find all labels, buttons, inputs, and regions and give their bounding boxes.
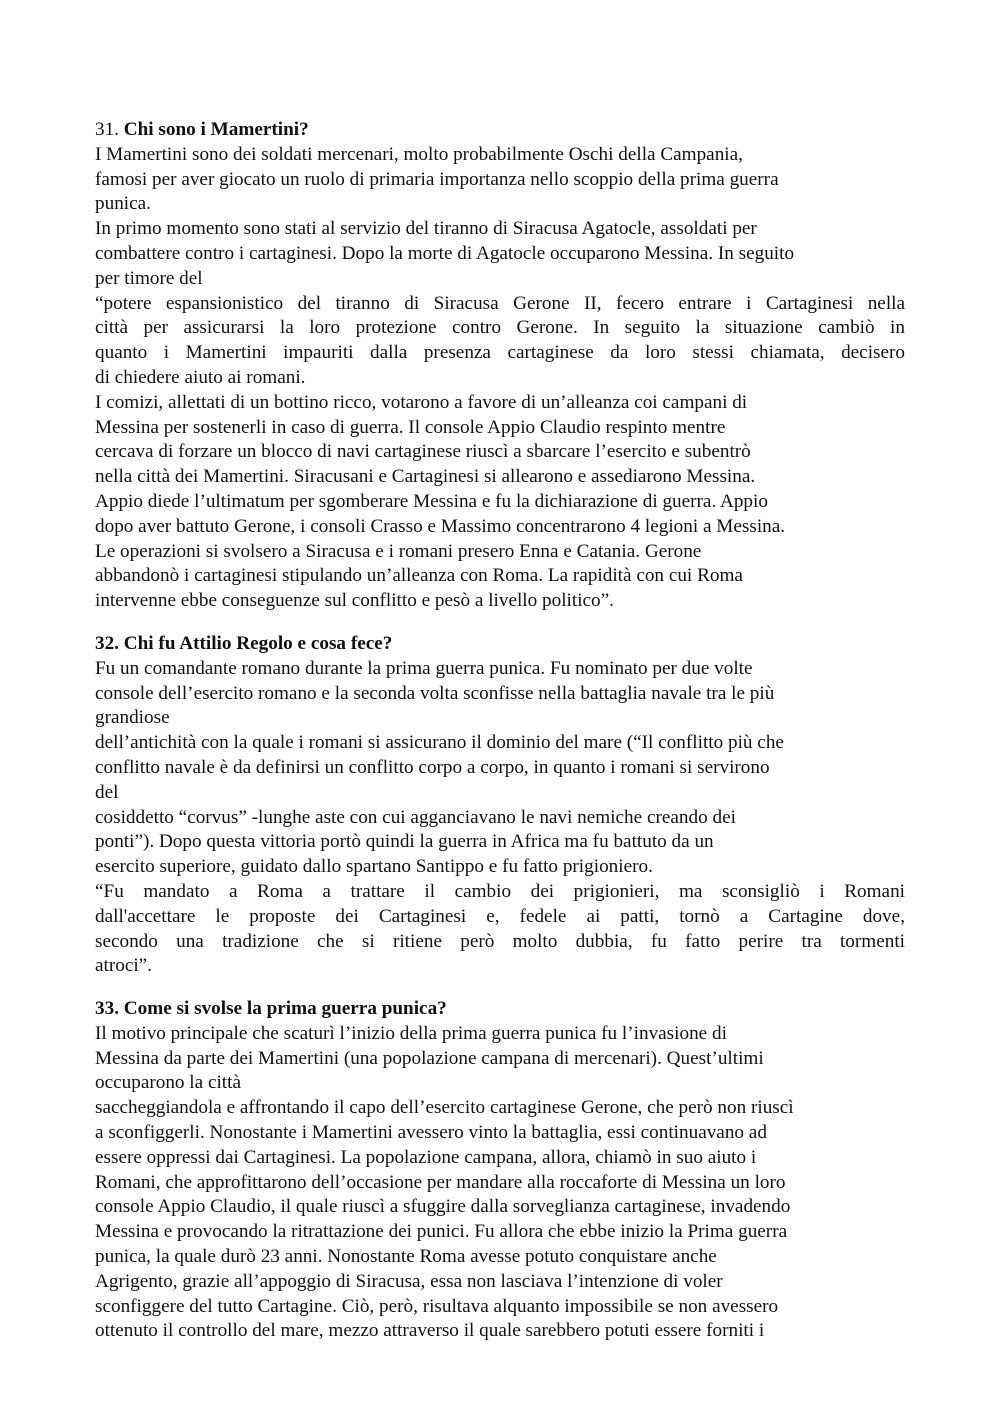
paragraph-line: di chiedere aiuto ai romani. [95, 366, 306, 388]
paragraph-line: dell’antichità con la quale i romani si assicurano il dominio del mare (“Il conflitto più che [95, 732, 784, 754]
section-title: 33. Come si svolse la prima guerra punica? [95, 998, 447, 1020]
paragraph-line: dall'accettare le proposte dei Cartaginesi e, fedele ai patti, tornò a Cartagine dove, [95, 905, 905, 927]
paragraph-line: Il motivo principale che scaturì l’inizio della prima guerra punica fu l’invasione di [95, 1022, 727, 1044]
paragraph-line: sconfiggere del tutto Cartagine. Ciò, però, risultava alquanto impossibile se non avessero [95, 1295, 779, 1317]
paragraph-line: intervenne ebbe conseguenze sul conflitto e pesò a livello politico”. [95, 590, 614, 612]
paragraph-line: In primo momento sono stati al servizio del tiranno di Siracusa Agatocle, assoldati per [95, 218, 757, 240]
paragraph-line: nella città dei Mamertini. Siracusani e Cartaginesi si allearono e assediarono Messina. [95, 466, 756, 488]
paragraph-line: cercava di forzare un blocco di navi cartaginese riuscì a sbarcare l’esercito e subentrò [95, 441, 751, 463]
paragraph-line: città per assicurarsi la loro protezione contro Gerone. In seguito la situazione cambiò in [95, 317, 905, 339]
paragraph-line: ponti”). Dopo questa vittoria portò quindi la guerra in Africa ma fu battuto da un [95, 831, 714, 853]
section-heading [95, 118, 915, 143]
paragraph-line: famosi per aver giocato un ruolo di primaria importanza nello scoppio della prima guerra [95, 168, 779, 190]
paragraph-line: Fu un comandante romano durante la prima guerra punica. Fu nominato per due volte [95, 657, 753, 679]
section-31 [95, 118, 915, 614]
paragraph-line: Messina e provocando la ritrattazione dei punici. Fu allora che ebbe inizio la Prima guerra [95, 1221, 788, 1243]
paragraph-line: saccheggiandola e affrontando il capo dell’esercito cartaginese Gerone, che però non riuscì [95, 1097, 794, 1119]
paragraph-line: per timore del [95, 267, 203, 289]
section-32 [95, 632, 915, 979]
section-33 [95, 997, 915, 1344]
paragraph-line: punica. [95, 193, 151, 215]
paragraph-line: punica, la quale durò 23 anni. Nonostante Roma avesse potuto conquistare anche [95, 1246, 717, 1268]
paragraph-line: cosiddetto “corvus” -lunghe aste con cui agganciavano le navi nemiche creando dei [95, 806, 736, 828]
section-spacer [95, 614, 915, 632]
paragraph-line: console dell’esercito romano e la seconda volta sconfisse nella battaglia navale tra le più [95, 682, 775, 704]
section-number: 31. [95, 119, 119, 140]
paragraph-line: essere oppressi dai Cartaginesi. La popolazione campana, allora, chiamò in suo aiuto i [95, 1146, 757, 1168]
paragraph-line: combattere contro i cartaginesi. Dopo la morte di Agatocle occuparono Messina. In seguito [95, 242, 795, 264]
section-title: Chi sono i Mamertini? [123, 119, 309, 140]
paragraph-line: I Mamertini sono dei soldati mercenari, molto probabilmente Oschi della Campania, [95, 143, 743, 165]
paragraph-line: dopo aver battuto Gerone, i consoli Crasso e Massimo concentrarono 4 legioni a Messina. [95, 515, 786, 537]
paragraph-line: quanto i Mamertini impauriti dalla presenza cartaginese da loro stessi chiamata, decisero [95, 342, 905, 364]
paragraph-line: Appio diede l’ultimatum per sgomberare Messina e fu la dichiarazione di guerra. Appio [95, 490, 768, 512]
paragraph-line: atroci”. [95, 955, 152, 977]
paragraph-line: console Appio Claudio, il quale riuscì a sfuggire dalla sorveglianza cartaginese, invadendo [95, 1196, 791, 1218]
paragraph-line: occuparono la città [95, 1072, 241, 1094]
paragraph-line: conflitto navale è da definirsi un conflitto corpo a corpo, in quanto i romani si servirono [95, 756, 770, 778]
paragraph-line: abbandonò i cartaginesi stipulando un’alleanza con Roma. La rapidità con cui Roma [95, 565, 743, 587]
paragraph-line: Le operazioni si svolsero a Siracusa e i romani presero Enna e Catania. Gerone [95, 540, 702, 562]
section-heading [95, 997, 915, 1022]
section-heading [95, 632, 915, 657]
paragraph-line: Messina da parte dei Mamertini (una popolazione campana di mercenari). Quest’ultimi [95, 1047, 764, 1069]
section-spacer [95, 979, 915, 997]
paragraph-line: del [95, 781, 119, 803]
text-column [95, 118, 915, 1344]
paragraph-line: Romani, che approfittarono dell’occasione per mandare alla roccaforte di Messina un loro [95, 1171, 786, 1193]
section-title: 32. Chi fu Attilio Regolo e cosa fece? [95, 632, 393, 654]
paragraph-line: “Fu mandato a Roma a trattare il cambio dei prigionieri, ma sconsigliò i Romani [95, 880, 905, 902]
paragraph-line: Messina per sostenerli in caso di guerra. Il console Appio Claudio respinto mentre [95, 416, 726, 438]
paragraph-line: Agrigento, grazie all’appoggio di Siracusa, essa non lasciava l’intenzione di voler [95, 1270, 723, 1292]
paragraph-line: esercito superiore, guidato dallo spartano Santippo e fu fatto prigioniero. [95, 856, 653, 878]
paragraph-line: ottenuto il controllo del mare, mezzo attraverso il quale sarebbero potuti essere forniti i [95, 1320, 765, 1342]
paragraph-line: I comizi, allettati di un bottino ricco, votarono a favore di un’alleanza coi campani di [95, 391, 748, 413]
paragraph-line: “potere espansionistico del tiranno di Siracusa Gerone II, fecero entrare i Cartaginesi nella [95, 292, 905, 314]
paragraph-line: secondo una tradizione che si ritiene però molto dubbia, fu fatto perire tra tormenti [95, 930, 905, 952]
paragraph-line: a sconfiggerli. Nonostante i Mamertini avessero vinto la battaglia, essi continuavano ad [95, 1122, 767, 1144]
paragraph-line: grandiose [95, 707, 170, 729]
